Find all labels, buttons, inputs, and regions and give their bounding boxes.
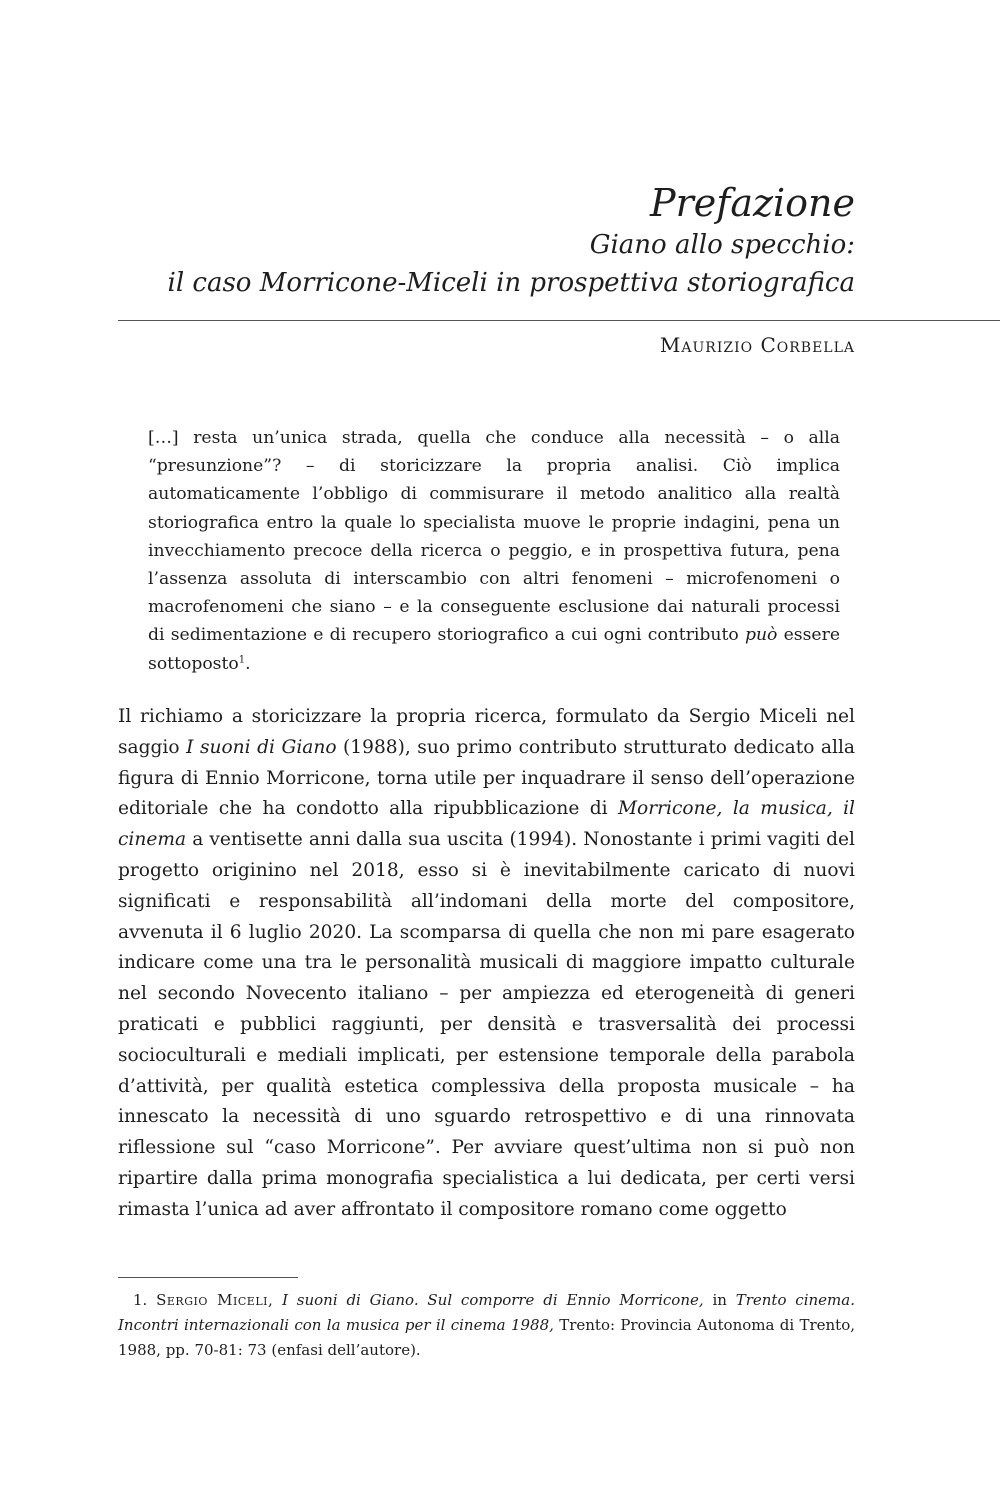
page-subtitle	[168, 226, 856, 302]
epigraph-period: .	[245, 653, 251, 674]
footnote-publication: Trento: Provincia Autonoma di Trento, 1988, pp. 70-81: 73 (enfasi dell’autore).	[118, 1316, 855, 1359]
footnote-reference[interactable]: 1	[238, 653, 246, 665]
epigraph-quote	[148, 424, 840, 678]
footnote-title: I suoni di Giano. Sul comporre di Ennio Morricone,	[282, 1291, 704, 1309]
body-text-2: (1988), suo primo contributo strutturato dedicato alla figura di Ennio Morricone, torna utile per inquadrare il senso dell’operazione editoriale che ha condotto alla ripubblicazione di	[118, 736, 855, 820]
body-italic-title-2: Morricone, la musica, il cinema	[118, 798, 855, 851]
body-text-3: a ventisette anni dalla sua uscita (1994). Nonostante i primi vagiti del progetto originino nel 2018, esso si è inevitabilmente caricato di nuovi significati e responsabilità all’indomani della morte del compositore, avvenuta il 6 luglio 2020. La scomparsa di quella che non mi pare esagerato indicare come una tra le personalità musicali di maggiore impatto culturale nel secondo Novecento italiano – per ampiezza ed eterogeneità di generi praticati e pubblici raggiunti, per densità e trasversalità dei processi socioculturali e mediali implicati, per estensione temporale della parabola d’attività, per qualità estetica complessiva della proposta musicale – ha innescato la necessità di uno sguardo retrospettivo e di una rinnovata riflessione sul “caso Morricone”. Per avviare quest’ultima non si può non ripartire dalla prima monografia specialistica a lui dedicata, per certi versi rimasta l’unica ad aver affrontato il compositore romano come oggetto	[118, 829, 855, 1220]
subtitle-line-1: Giano allo specchio:	[589, 230, 855, 260]
page-title: Prefazione	[650, 181, 855, 225]
body-text-1: Il richiamo a storicizzare la propria ricerca, formulato da Sergio Miceli nel saggio	[118, 706, 855, 758]
epigraph-text: […] resta un’unica strada, quella che conduce alla necessità – o alla “presunzione”? – di storicizzare la propria analisi. Ciò implica automaticamente l’obbligo di commisurare il metodo analitico alla realtà storiografica entro la quale lo specialista muove le proprie indagini, pena un invecchiamento precoce della ricerca o peggio, e in prospettiva futura, pena l’assenza assoluta di interscambio con altri fenomeni – microfenomeni o macrofenomeni che siano – e la conseguente esclusione dai naturali processi di sedimentazione e di recupero storiografico a cui ogni contributo	[148, 428, 840, 646]
author-name: Maurizio Corbella	[659, 333, 855, 357]
epigraph-italic-word: può	[744, 625, 778, 646]
subtitle-line-2: il caso Morricone-Miceli in prospettiva storiografica	[167, 268, 855, 298]
footnote-divider	[118, 1277, 298, 1278]
footnote-number: 1.	[133, 1291, 148, 1309]
footnote-in: in	[703, 1291, 736, 1309]
body-italic-title-1: I suoni di Giano	[186, 736, 337, 758]
footnote-venue: Trento cinema. Incontri internazionali con la musica per il cinema 1988,	[118, 1291, 855, 1334]
epigraph-text-end: essere sottoposto	[148, 625, 840, 674]
footnote	[118, 1288, 855, 1363]
footnote-author: Sergio Miceli,	[156, 1291, 274, 1309]
body-paragraph	[118, 702, 855, 1226]
title-divider	[118, 320, 1000, 321]
